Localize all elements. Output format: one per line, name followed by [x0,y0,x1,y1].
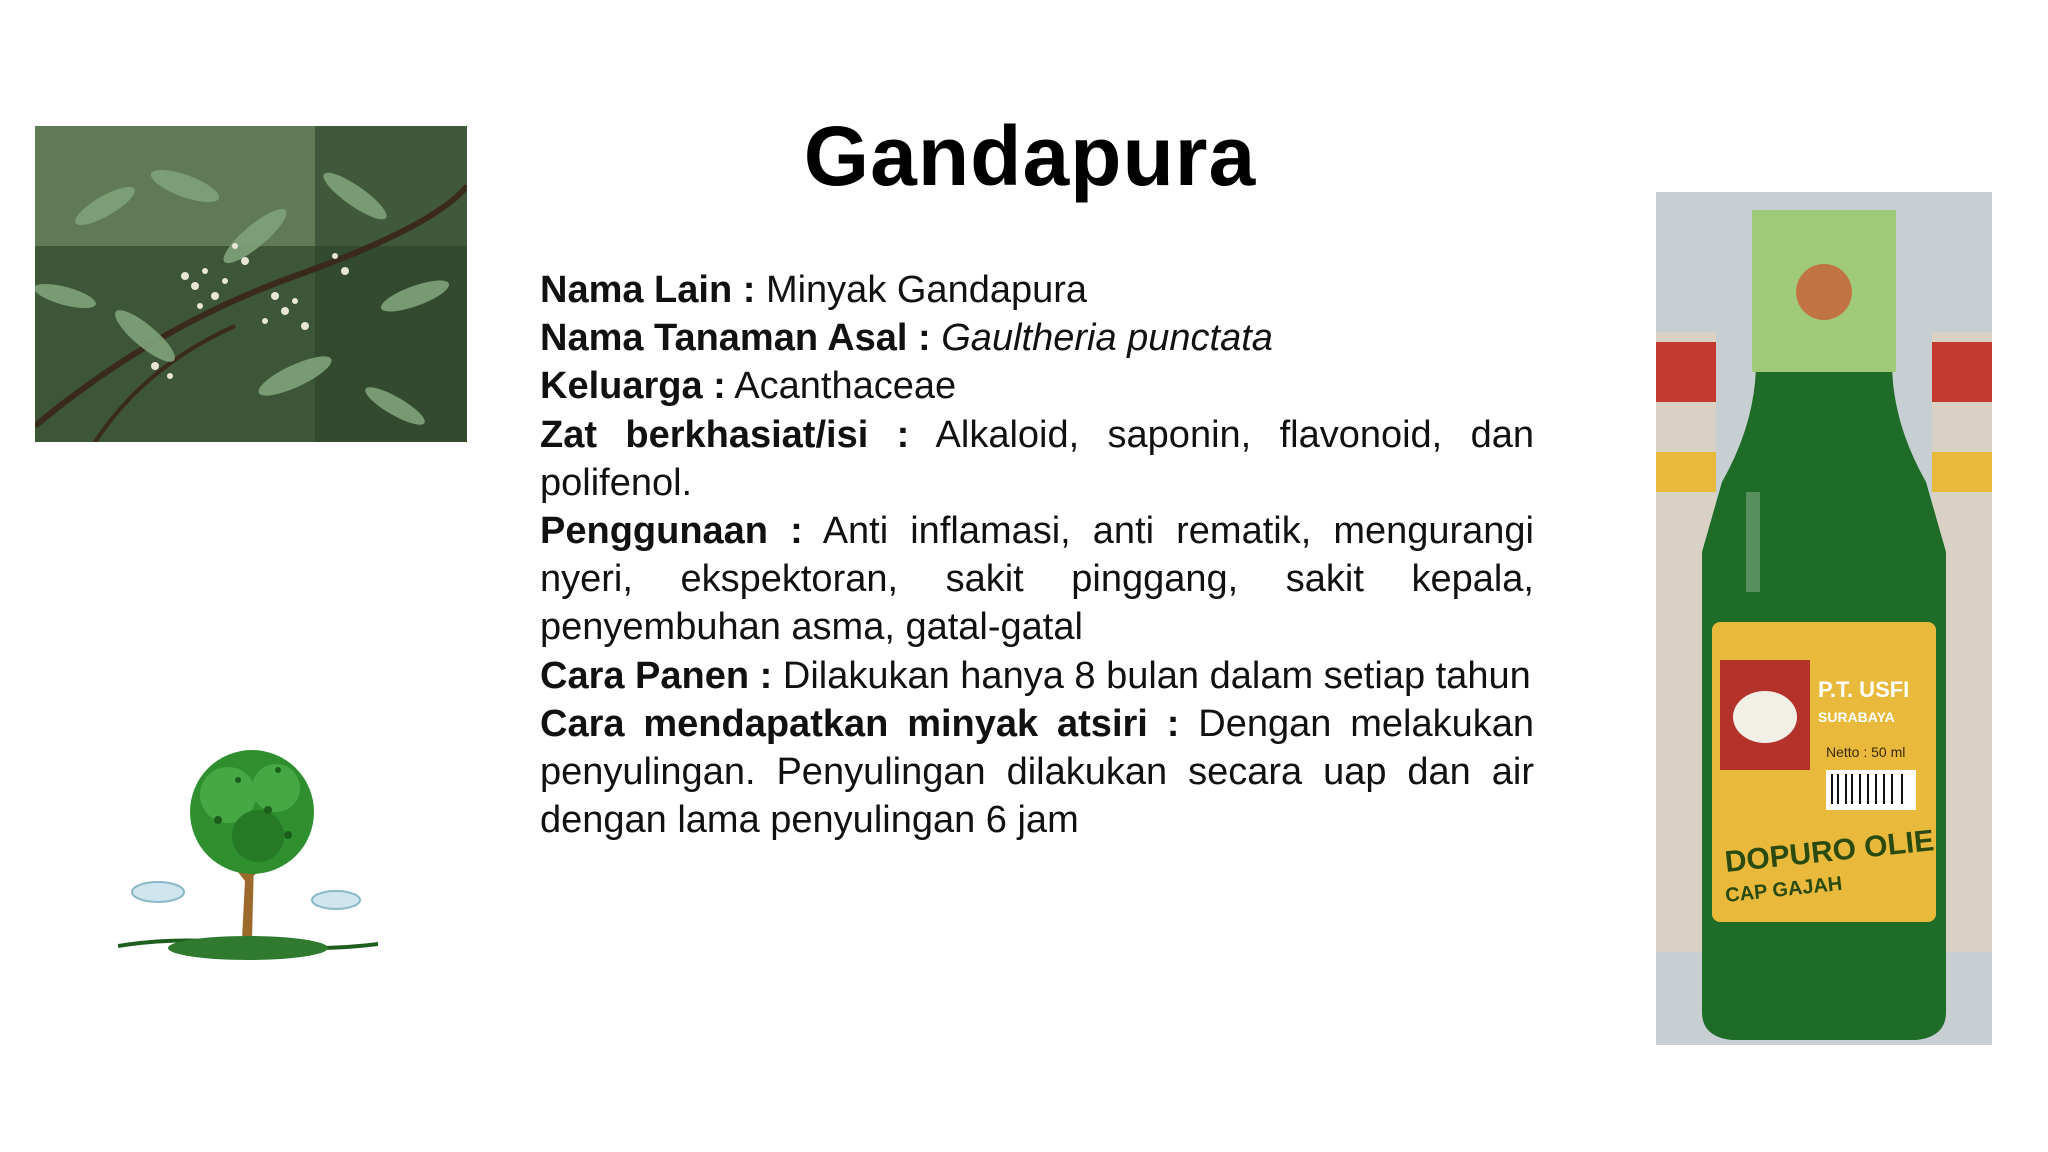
field-penggunaan [540,507,1534,652]
field-label: Cara mendapatkan minyak atsiri : [540,702,1180,745]
field-nama-tanaman-asal [540,314,1534,362]
field-value: Alkaloid, saponin, flavonoid, dan polifenol. [540,413,1534,504]
field-value: Dengan melakukan penyulingan. Penyulingan dilakukan secara uap dan air dengan lama penyulingan 6 jam [540,702,1534,842]
tree-clipart-icon [118,740,378,980]
plant-description [540,266,1534,844]
bottle-volume-text: Netto : 50 ml [1826,744,1906,760]
field-label: Cara Panen : [540,654,773,697]
field-cara-panen [540,652,1534,700]
page-title: Gandapura [803,109,1257,203]
field-value: Acanthaceae [734,365,957,408]
field-label: Keluarga : [540,365,726,408]
field-label: Penggunaan : [540,510,803,553]
field-keluarga [540,362,1534,410]
bottle-product-text: DOPURO OLIE [1723,824,1936,879]
field-label: Nama Tanaman Asal : [540,317,931,360]
field-cara-mendapatkan-minyak [540,700,1534,845]
bottle-company-text: P.T. USFI [1818,677,1910,702]
field-value: Gaultheria punctata [941,317,1273,360]
field-label: Nama Lain : [540,269,756,311]
field-nama-lain [540,266,1534,314]
bottle-city-text: SURABAYA [1818,709,1895,725]
gandapura-plant-photo [35,126,467,442]
bottle-brand-text: CAP GAJAH [1724,872,1844,907]
field-label: Zat berkhasiat/isi : [540,413,910,456]
field-value: Anti inflamasi, anti rematik, mengurangi nyeri, ekspektoran, sakit pinggang, sakit kepala, penyembuhan asma, gatal-gatal [540,510,1534,649]
field-zat-berkhasiat [540,411,1534,507]
gandapura-oil-bottle-photo [1656,192,1992,1045]
field-value: Dilakukan hanya 8 bulan dalam setiap tahun [782,654,1531,697]
field-value: Minyak Gandapura [765,269,1088,311]
